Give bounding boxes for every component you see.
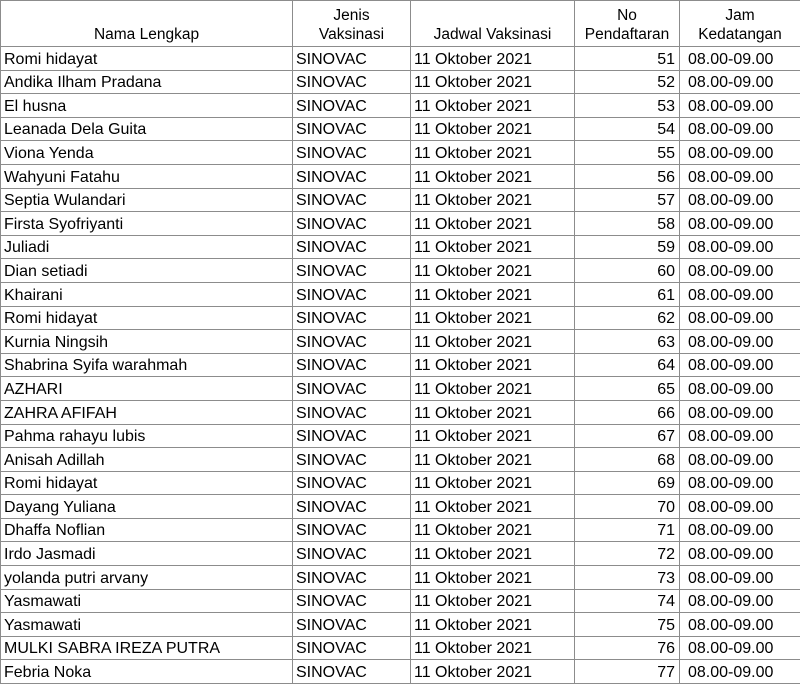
cell-no: 58 [575, 212, 680, 236]
cell-jam: 08.00-09.00 [680, 424, 800, 448]
cell-nama: MULKI SABRA IREZA PUTRA [1, 636, 293, 660]
cell-jenis: SINOVAC [293, 636, 411, 660]
column-header-jenis-line1: Jenis [333, 7, 370, 24]
cell-jadwal: 11 Oktober 2021 [411, 70, 575, 94]
cell-nama: Romi hidayat [1, 47, 293, 71]
table-row [1, 70, 800, 94]
table-row [1, 94, 800, 118]
cell-nama: Dian setiadi [1, 259, 293, 283]
cell-no: 56 [575, 164, 680, 188]
cell-nama: Romi hidayat [1, 471, 293, 495]
cell-jadwal: 11 Oktober 2021 [411, 282, 575, 306]
cell-jadwal: 11 Oktober 2021 [411, 400, 575, 424]
cell-jam: 08.00-09.00 [680, 377, 800, 401]
cell-jam: 08.00-09.00 [680, 117, 800, 141]
cell-jam: 08.00-09.00 [680, 589, 800, 613]
cell-jam: 08.00-09.00 [680, 235, 800, 259]
cell-jenis: SINOVAC [293, 235, 411, 259]
cell-jadwal: 11 Oktober 2021 [411, 188, 575, 212]
cell-no: 51 [575, 47, 680, 71]
cell-jam: 08.00-09.00 [680, 94, 800, 118]
cell-no: 62 [575, 306, 680, 330]
cell-nama: Anisah Adillah [1, 448, 293, 472]
cell-nama: Yasmawati [1, 613, 293, 637]
cell-jadwal: 11 Oktober 2021 [411, 94, 575, 118]
cell-jenis: SINOVAC [293, 424, 411, 448]
cell-no: 55 [575, 141, 680, 165]
cell-jam: 08.00-09.00 [680, 471, 800, 495]
cell-jenis: SINOVAC [293, 471, 411, 495]
cell-no: 64 [575, 353, 680, 377]
column-header-no [575, 1, 680, 47]
cell-no: 52 [575, 70, 680, 94]
cell-jadwal: 11 Oktober 2021 [411, 589, 575, 613]
cell-no: 59 [575, 235, 680, 259]
cell-jam: 08.00-09.00 [680, 141, 800, 165]
cell-jenis: SINOVAC [293, 47, 411, 71]
cell-jadwal: 11 Oktober 2021 [411, 164, 575, 188]
cell-jadwal: 11 Oktober 2021 [411, 47, 575, 71]
cell-jam: 08.00-09.00 [680, 566, 800, 590]
table-row [1, 235, 800, 259]
cell-jam: 08.00-09.00 [680, 448, 800, 472]
cell-jam: 08.00-09.00 [680, 47, 800, 71]
cell-no: 73 [575, 566, 680, 590]
cell-jam: 08.00-09.00 [680, 70, 800, 94]
cell-jam: 08.00-09.00 [680, 542, 800, 566]
cell-jenis: SINOVAC [293, 141, 411, 165]
cell-jadwal: 11 Oktober 2021 [411, 660, 575, 684]
cell-jam: 08.00-09.00 [680, 306, 800, 330]
cell-no: 75 [575, 613, 680, 637]
cell-no: 77 [575, 660, 680, 684]
table-row [1, 542, 800, 566]
cell-jam: 08.00-09.00 [680, 518, 800, 542]
cell-jenis: SINOVAC [293, 70, 411, 94]
cell-nama: Juliadi [1, 235, 293, 259]
cell-nama: AZHARI [1, 377, 293, 401]
column-header-jadwal-label: Jadwal Vaksinasi [433, 26, 552, 43]
column-header-jam-line1: Jam [725, 7, 755, 24]
column-header-no-line2: Pendaftaran [584, 26, 670, 43]
cell-jadwal: 11 Oktober 2021 [411, 377, 575, 401]
cell-jadwal: 11 Oktober 2021 [411, 518, 575, 542]
cell-no: 71 [575, 518, 680, 542]
cell-jenis: SINOVAC [293, 542, 411, 566]
cell-nama: Dhaffa Noflian [1, 518, 293, 542]
table-row [1, 400, 800, 424]
cell-jenis: SINOVAC [293, 660, 411, 684]
cell-jenis: SINOVAC [293, 259, 411, 283]
header-row [1, 1, 800, 47]
table-row [1, 141, 800, 165]
table-row [1, 613, 800, 637]
cell-jadwal: 11 Oktober 2021 [411, 566, 575, 590]
cell-jenis: SINOVAC [293, 589, 411, 613]
cell-jam: 08.00-09.00 [680, 613, 800, 637]
cell-no: 60 [575, 259, 680, 283]
cell-jam: 08.00-09.00 [680, 353, 800, 377]
cell-no: 72 [575, 542, 680, 566]
cell-jadwal: 11 Oktober 2021 [411, 636, 575, 660]
cell-no: 65 [575, 377, 680, 401]
cell-jam: 08.00-09.00 [680, 400, 800, 424]
column-header-jam-line2: Kedatangan [698, 26, 782, 43]
cell-jadwal: 11 Oktober 2021 [411, 448, 575, 472]
table-row [1, 518, 800, 542]
cell-no: 69 [575, 471, 680, 495]
table-row [1, 448, 800, 472]
cell-jadwal: 11 Oktober 2021 [411, 117, 575, 141]
cell-jenis: SINOVAC [293, 613, 411, 637]
cell-jadwal: 11 Oktober 2021 [411, 306, 575, 330]
cell-jam: 08.00-09.00 [680, 259, 800, 283]
cell-jadwal: 11 Oktober 2021 [411, 212, 575, 236]
table-header [1, 1, 800, 47]
table-row [1, 636, 800, 660]
cell-no: 57 [575, 188, 680, 212]
column-header-jadwal [411, 1, 575, 47]
cell-no: 53 [575, 94, 680, 118]
cell-jadwal: 11 Oktober 2021 [411, 471, 575, 495]
cell-nama: Andika Ilham Pradana [1, 70, 293, 94]
cell-nama: yolanda putri arvany [1, 566, 293, 590]
cell-jenis: SINOVAC [293, 353, 411, 377]
cell-jam: 08.00-09.00 [680, 330, 800, 354]
table-row [1, 424, 800, 448]
cell-jam: 08.00-09.00 [680, 188, 800, 212]
cell-no: 66 [575, 400, 680, 424]
cell-nama: Viona Yenda [1, 141, 293, 165]
cell-jenis: SINOVAC [293, 400, 411, 424]
cell-no: 74 [575, 589, 680, 613]
cell-nama: Irdo Jasmadi [1, 542, 293, 566]
cell-nama: Dayang Yuliana [1, 495, 293, 519]
table-row [1, 259, 800, 283]
column-header-nama-label: Nama Lengkap [93, 26, 200, 43]
column-header-jenis [293, 1, 411, 47]
cell-jenis: SINOVAC [293, 188, 411, 212]
cell-jadwal: 11 Oktober 2021 [411, 330, 575, 354]
cell-nama: Wahyuni Fatahu [1, 164, 293, 188]
table-row [1, 117, 800, 141]
cell-jenis: SINOVAC [293, 330, 411, 354]
table-row [1, 353, 800, 377]
cell-jenis: SINOVAC [293, 566, 411, 590]
cell-jenis: SINOVAC [293, 94, 411, 118]
cell-jenis: SINOVAC [293, 448, 411, 472]
cell-nama: Pahma rahayu lubis [1, 424, 293, 448]
table-row [1, 188, 800, 212]
cell-jenis: SINOVAC [293, 282, 411, 306]
cell-nama: El husna [1, 94, 293, 118]
cell-nama: Firsta Syofriyanti [1, 212, 293, 236]
cell-no: 63 [575, 330, 680, 354]
table-row [1, 471, 800, 495]
column-header-jenis-line2: Vaksinasi [318, 26, 385, 43]
cell-nama: Yasmawati [1, 589, 293, 613]
table-body [1, 47, 800, 684]
cell-jadwal: 11 Oktober 2021 [411, 424, 575, 448]
cell-jam: 08.00-09.00 [680, 282, 800, 306]
table-row [1, 330, 800, 354]
cell-no: 70 [575, 495, 680, 519]
cell-jadwal: 11 Oktober 2021 [411, 542, 575, 566]
table-row [1, 495, 800, 519]
cell-jenis: SINOVAC [293, 495, 411, 519]
table-row [1, 660, 800, 684]
cell-no: 68 [575, 448, 680, 472]
cell-no: 54 [575, 117, 680, 141]
cell-jenis: SINOVAC [293, 377, 411, 401]
cell-jenis: SINOVAC [293, 164, 411, 188]
table-row [1, 377, 800, 401]
cell-jam: 08.00-09.00 [680, 636, 800, 660]
column-header-jam [680, 1, 800, 47]
cell-jadwal: 11 Oktober 2021 [411, 235, 575, 259]
cell-nama: Leanada Dela Guita [1, 117, 293, 141]
cell-no: 61 [575, 282, 680, 306]
cell-jam: 08.00-09.00 [680, 495, 800, 519]
cell-nama: Shabrina Syifa warahmah [1, 353, 293, 377]
cell-no: 67 [575, 424, 680, 448]
cell-jadwal: 11 Oktober 2021 [411, 259, 575, 283]
cell-jenis: SINOVAC [293, 518, 411, 542]
cell-nama: Khairani [1, 282, 293, 306]
cell-jam: 08.00-09.00 [680, 164, 800, 188]
cell-jam: 08.00-09.00 [680, 212, 800, 236]
cell-jenis: SINOVAC [293, 117, 411, 141]
cell-jadwal: 11 Oktober 2021 [411, 495, 575, 519]
table-row [1, 566, 800, 590]
table-row [1, 164, 800, 188]
cell-nama: Kurnia Ningsih [1, 330, 293, 354]
table-row [1, 282, 800, 306]
table-row [1, 212, 800, 236]
table-row [1, 306, 800, 330]
table-row [1, 589, 800, 613]
cell-nama: Romi hidayat [1, 306, 293, 330]
cell-no: 76 [575, 636, 680, 660]
cell-nama: Febria Noka [1, 660, 293, 684]
table-row [1, 47, 800, 71]
cell-jam: 08.00-09.00 [680, 660, 800, 684]
cell-jadwal: 11 Oktober 2021 [411, 141, 575, 165]
cell-jadwal: 11 Oktober 2021 [411, 613, 575, 637]
cell-jenis: SINOVAC [293, 306, 411, 330]
column-header-no-line1: No [617, 7, 637, 24]
cell-jadwal: 11 Oktober 2021 [411, 353, 575, 377]
cell-nama: Septia Wulandari [1, 188, 293, 212]
cell-nama: ZAHRA AFIFAH [1, 400, 293, 424]
column-header-nama [1, 1, 293, 47]
cell-jenis: SINOVAC [293, 212, 411, 236]
